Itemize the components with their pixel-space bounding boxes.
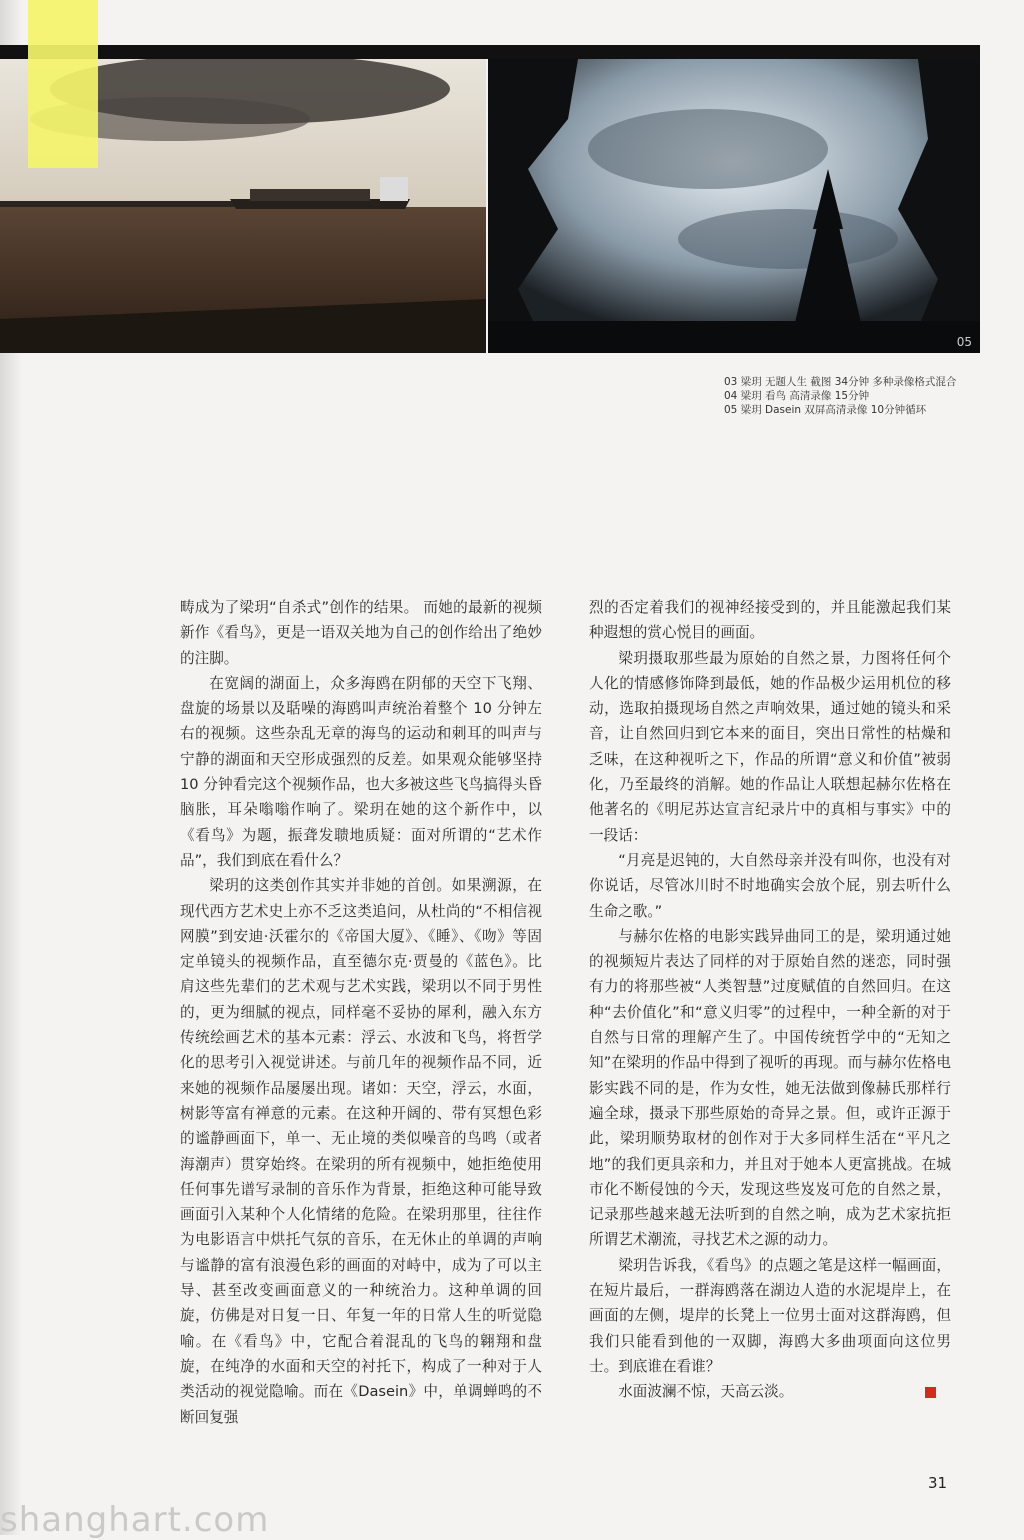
photo-captions: [724, 375, 994, 417]
closing-text: 水面波澜不惊，天高云淡。: [618, 1383, 794, 1401]
paragraph: 梁玥告诉我，《看鸟》的点题之笔是这样一幅画面，在短片最后，一群海鸥落在湖边人造的水泥堤岸上，在画面的左侧，堤岸的长凳上一位男士面对这群海鸥，但我们只能看到他的一双脚，海鸥大多曲项面向这位男士。到底谁在看谁？: [589, 1256, 951, 1375]
caption-04: 04 梁玥 看鸟 高清录像 15分钟: [724, 390, 870, 402]
top-black-bar: [0, 45, 980, 59]
sticky-note: [28, 0, 98, 168]
paragraph: 烈的否定着我们的视神经接受到的，并且能激起我们某种遐想的赏心悦目的画面。: [589, 599, 951, 642]
quote-paragraph: “月亮是迟钝的，大自然母亲并没有叫你，也没有对你说话，尽管冰川时不时地确实会放个屁，别去听什么生命之歌。”: [589, 851, 951, 920]
page-number: 31: [928, 1474, 948, 1492]
closing-paragraph: [589, 1379, 951, 1404]
paragraph: 与赫尔佐格的电影实践异曲同工的是，梁玥通过她的视频短片表达了同样的对于原始自然的迷恋，同时强有力的将那些被“人类智慧”过度赋值的自然回归。在这种“去价值化”和“意义归零”的过程中，一种全新的对于自然与日常的理解产生了。中国传统哲学中的“无知之知”在梁玥的作品中得到了视听的再现。而与赫尔佐格电影实践不同的是，作为女性，她无法做到像赫氏那样行遍全球，摄录下那些原始的奇异之景。但，或许正源于此，梁玥顺势取材的创作对于大多同样生活在“平凡之地”的我们更具亲和力，并且对于她本人更富挑战。在城市化不断侵蚀的今天，发现这些岌岌可危的自然之景，记录那些越来越无法听到的自然之响，成为艺术家抗拒所谓艺术潮流，寻找艺术之源的动力。: [589, 927, 951, 1249]
paragraph: 在宽阔的湖面上，众多海鸥在阴郁的天空下飞翔、盘旋的场景以及聒噪的海鸥叫声统治着整个 10 分钟左右的视频。这些杂乱无章的海鸟的运动和刺耳的叫声与宁静的湖面和天空形成强烈的反差。如果观众能够坚持 10 分钟看完这个视频作品，也大多被这些飞鸟搞得头昏脑胀，耳朵嗡嗡作响了。梁玥在她的这个新作中，以《看鸟》为题，振聋发聩地质疑：面对所谓的“艺术作品”，我们到底在看什么？: [180, 674, 542, 869]
paragraph: 梁玥的这类创作其实并非她的首创。如果溯源，在现代西方艺术史上亦不乏这类追问，从杜尚的“不相信视网膜”到安迪·沃霍尔的《帝国大厦》、《睡》、《吻》等固定单镜头的视频作品，直至德尔克·贾曼的《蓝色》。比肩这些先辈们的艺术观与艺术实践，梁玥以不同于男性的，更为细腻的视点，同样毫不妥协的犀利，融入东方传统绘画艺术的基本元素：浮云、水波和飞鸟，将哲学化的思考引入视觉讲述。与前几年的视频作品不同，近来她的视频作品屡屡出现。诸如：天空，浮云，水面，树影等富有禅意的元素。在这种开阔的、带有冥想色彩的谧静画面下，单一、无止境的类似噪音的鸟鸣（或者海潮声）贯穿始终。在梁玥的所有视频中，她拒绝使用任何事先谱写录制的音乐作为背景，拒绝这种可能导致画面引入某种个人化情绪的危险。在梁玥那里，往往作为电影语言中烘托气氛的音乐，在无休止的单调的声响与谧静的富有浪漫色彩的画面的对峙中，成为了可以主导、甚至改变画面意义的一种统治力。这种单调的回旋，仿佛是对日复一日、年复一年的日常人生的听觉隐喻。在《看鸟》中，它配合着混乱的飞鸟的翱翔和盘旋，在纯净的水面和天空的衬托下，构成了一种对于人类活动的视觉隐喻。而在《Dasein》中，单调蝉鸣的不断回复强: [180, 877, 542, 1426]
article-right-column: [589, 595, 951, 1405]
article-left-column: [180, 595, 542, 1430]
end-mark-icon: [925, 1387, 936, 1398]
caption-03: 03 梁玥 无题人生 截图 34分钟 多种录像格式混合: [724, 376, 957, 388]
caption-05: 05 梁玥 Dasein 双屏高清录像 10分钟循环: [724, 404, 927, 416]
paragraph: 畴成为了梁玥“自杀式”创作的结果。 而她的最新的视频新作《看鸟》，更是一语双关地为自己的创作给出了绝妙的注脚。: [180, 599, 542, 667]
photo-trees-clouds: [488, 59, 980, 353]
photo-number: 05: [956, 335, 972, 349]
paragraph: 梁玥摄取那些最为原始的自然之景，力图将任何个人化的情感修饰降到最低，她的作品极少运用机位的移动，选取拍摄现场自然之声响效果，通过她的镜头和采音，让自然回归到它本来的面目，突出日常性的枯燥和乏味，在这种视听之下，作品的所谓“意义和价值”被弱化，乃至最终的消解。她的作品让人联想起赫尔佐格在他著名的《明尼苏达宣言纪录片中的真相与事实》中的一段话：: [589, 649, 951, 844]
watermark: shanghart.com: [0, 1500, 270, 1540]
